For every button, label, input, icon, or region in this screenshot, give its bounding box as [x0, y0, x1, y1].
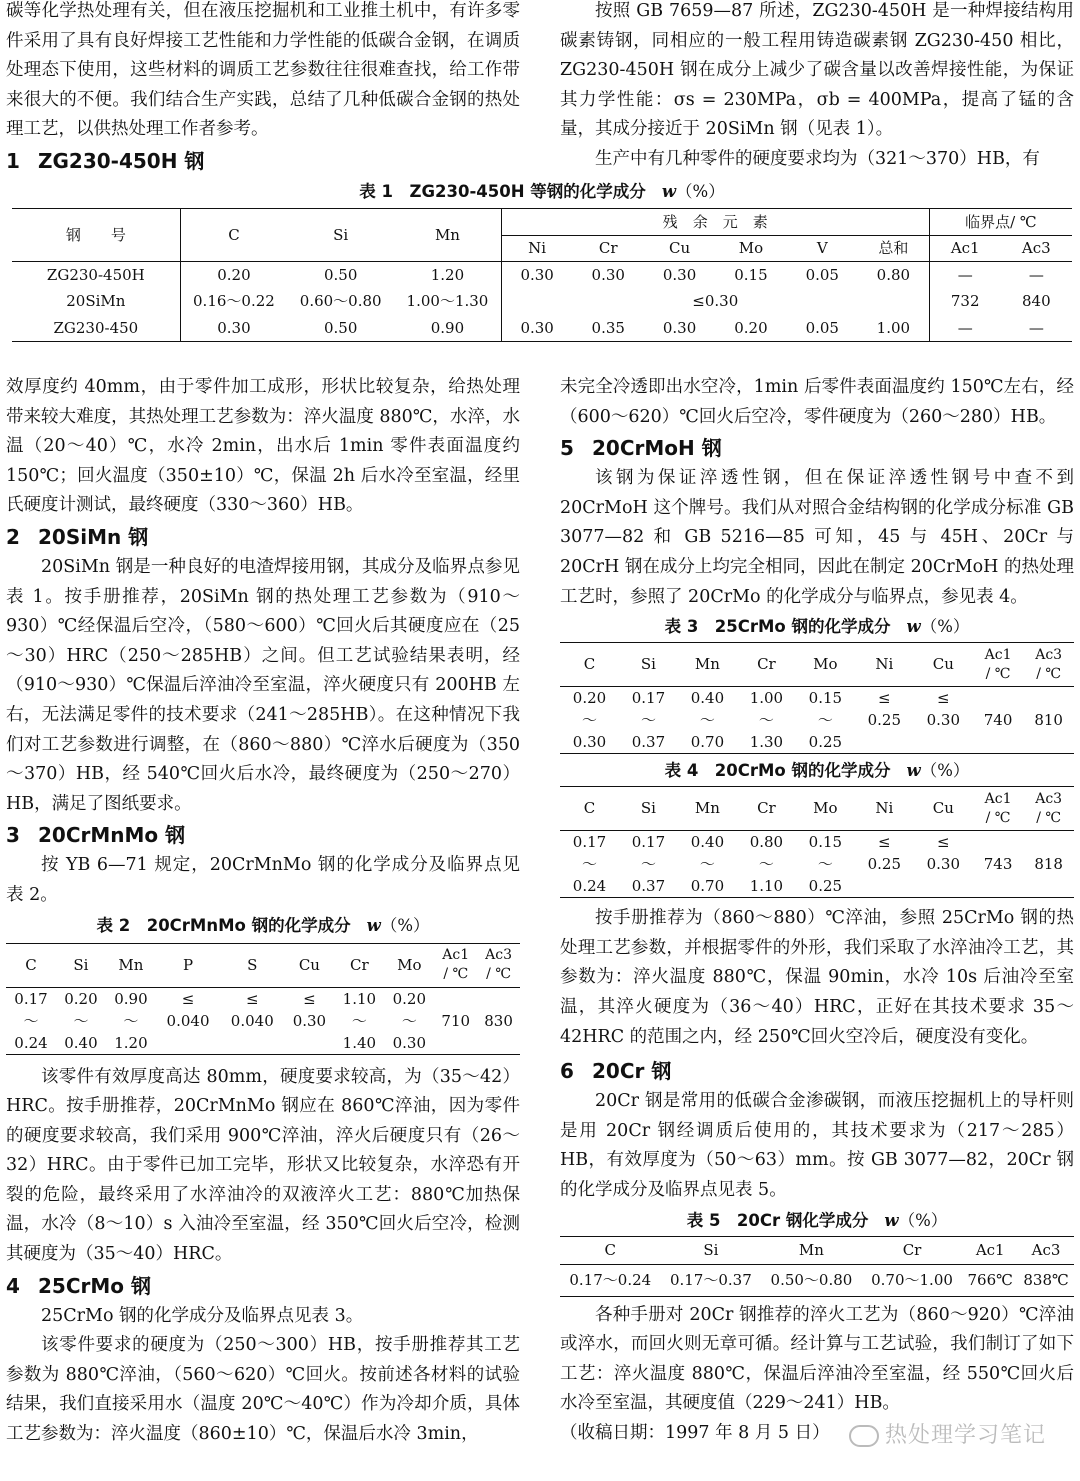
table-2-caption: 表 2 20CrMnMo 钢的化学成分 w（%） — [96, 915, 430, 935]
paragraph: 效厚度约 40mm，由于零件加工成形，形状比较复杂，给热处理带来较大难度，其热处理工艺参数为：淬火温度 880℃，水淬，水温（20～40）℃，水冷 2min，出水后 1min 零件表面温度约 150℃；回火温度（350±10）℃，保温 2h 后水冷至室温，经里氏硬度计测试，最终硬度（330～360）HB。 — [6, 377, 520, 516]
table-row: 0.040 0.040 0.30 — [166, 1011, 327, 1030]
table-2: C Si Mn P S Cu Cr Mo Ac1 / ℃ Ac3 / ℃ 0.17 0.20 0.90 ≤ ≤ ≤ 1.10 0.20 710 830 ～ ～ ～ ～ ～ 0.040 0.040 0.30 0.24 0.40 1.20 1.40 0.30 — [6, 943, 520, 1055]
table-3-caption: 表 3 25CrMo 钢的化学成分 w（%） — [664, 617, 970, 637]
table-row: 0.17～0.24 0.17～0.37 0.50～0.80 0.70～1.00 766℃ 838℃ — [560, 1264, 1074, 1296]
section-2-heading: 2 20SiMn 钢 — [6, 524, 149, 549]
table-1-header-mo: Mo — [738, 239, 764, 258]
table-1-header-total: 总和 — [858, 235, 929, 262]
section-4-heading: 4 25CrMo 钢 — [6, 1273, 151, 1298]
table-1-caption: 表 1 ZG230-450H 等钢的化学成分 w（%） — [359, 182, 725, 201]
table-4-caption: 表 4 20CrMo 钢的化学成分 w（%） — [664, 761, 970, 781]
table-1-header-residual: 残 余 元 素 — [501, 209, 929, 236]
right-column-top — [560, 0, 1074, 175]
table-row: 0.25 0.30 — [867, 855, 960, 874]
table-row: 20SiMn 0.16～0.22 0.60～0.80 1.00～1.30 ≤0.30 732 840 — [12, 288, 1072, 315]
paragraph: 该零件要求的硬度为（250～300）HB，按手册推荐其工艺参数为 880℃淬油，（560～620）℃回火。按前述各材料的试验结果，我们直接采用水（温度 20℃～40℃）作为冷却介质，具体工艺参数为：淬火温度（860±10）℃，保温后水冷 3min， — [6, 1335, 520, 1445]
wechat-icon — [849, 1425, 879, 1447]
watermark: 热处理学习笔记 — [849, 1418, 1046, 1449]
table-1-header-mn: Mn — [394, 209, 501, 262]
table-row: ZG230-450 0.30 0.50 0.90 0.30 0.35 0.30 0.20 0.05 1.00 — — — [12, 315, 1072, 342]
table-1-header-si: Si — [333, 226, 349, 244]
table-1-header-cr: Cr — [598, 239, 618, 258]
paragraph: 按手册推荐为（860～880）℃淬油，参照 25CrMo 钢的热处理工艺参数，并根据零件的外形，我们采取了水淬油冷工艺，其参数为：淬火温度 880℃，保温 90min，水冷 10s 后油冷至室温，其淬火硬度为（36～40）HRC，正好在其技术要求 35～42HRC 的范围之内，经 250℃回火空冷后，硬度没有变化。 — [560, 908, 1074, 1047]
paragraph: 未完全冷透即出水空冷，1min 后零件表面温度约 150℃左右，经（600～620）℃回火后空冷，零件硬度为（260～280）HB。 — [560, 377, 1074, 427]
paragraph: 20Cr 钢是常用的低碳合金渗碳钢，而液压挖掘机上的导杆则是用 20Cr 钢经调质后使用的，其技术要求为（217～285）HB，有效厚度为（50～63）mm。按 GB 3077—82，20Cr 钢的化学成分及临界点见表 5。 — [560, 1091, 1074, 1200]
left-column — [6, 373, 520, 1450]
table-1-header-v: V — [816, 239, 828, 258]
table-1-header-ni: Ni — [528, 239, 547, 258]
table-1-header-ac3: Ac3 — [1021, 239, 1051, 258]
section-1-heading: 1 ZG230-450H 钢 — [6, 148, 205, 173]
table-row: 0.24 0.40 1.20 1.40 0.30 — [6, 1032, 520, 1055]
table-row: 0.20 0.17 0.40 1.00 0.15 ≤ ≤ 740 810 — [572, 689, 1063, 730]
table-row: 0.17 0.20 0.90 ≤ ≤ ≤ 1.10 0.20 710 830 — [14, 989, 513, 1030]
table-row: 0.25 0.30 — [867, 711, 960, 730]
table-3: C Si Mn Cr Mo Ni Cu Ac1 / ℃ Ac3 / ℃ 0.20 0.17 0.40 1.00 0.15 ≤ ≤ 740 810 ～ ～ ～ ～ ～ 0.25 0.30 0.30 0.37 0.70 1.30 0.25 — [560, 642, 1074, 754]
intro-paragraph-left: 碳等化学热处理有关，但在液压挖掘机和工业推土机中，有许多零件采用了具有良好焊接工艺性能和力学性能的低碳合金钢，在调质处理态下使用，这些材料的调质工艺参数往往很难查找，给工作带来很大的不便。我们结合生产实践，总结了几种低碳合金钢的热处理工艺，以供热处理工作者参考。 — [6, 1, 520, 140]
paragraph: 20SiMn 钢是一种良好的电渣焊接用钢，其成分及临界点参见表 1。按手册推荐，20SiMn 钢的热处理工艺参数为（910～930）℃经保温后空冷，（580～600）℃回火后其硬度应在（25～30）HRC（250～285HB）之间。但工艺试验结果表明，经（910～930）℃保温后淬油冷至室温，淬火硬度只有 200HB 左右，无法满足零件的技术要求（241～285HB）。在这种情况下我们对工艺参数进行调整，在（860～880）℃淬水后硬度为（350～370）HB，经 540℃回火后水冷，最终硬度为（250～270）HB，满足了图纸要求。 — [6, 556, 520, 814]
paragraph: 该零件有效厚度高达 80mm，硬度要求较高，为（35～42）HRC。按手册推荐，20CrMnMo 钢应在 860℃淬油，因为零件的硬度要求较高，我们采用 900℃淬油，淬火后硬度只有（26～32）HRC。由于零件已加工完毕，形状又比较复杂，水淬恐有开裂的危险，最终采用了水淬油冷的双液淬火工艺：880℃加热保温，水冷（8～10）s 入油冷至室温，经 350℃回火后空冷，检测其硬度为（35～40）HRC。 — [6, 1066, 520, 1265]
table-row: 0.30 0.37 0.70 1.30 0.25 — [560, 731, 1074, 754]
intro-paragraph-right: 按照 GB 7659—87 所述，ZG230-450H 是一种焊接结构用碳素铸钢，同相应的一般工程用铸造碳素钢 ZG230-450 相比，ZG230-450H 钢在成分上减少了碳含量以改善焊接性能，为保证其力学性能：σs = 230MPa，σb = 400MPa，提高了锰的含量，其成分接近于 20SiMn 钢（见表 1）。 — [560, 1, 1074, 140]
section-3-heading: 3 20CrMnMo 钢 — [6, 823, 186, 848]
table-5: C Si Mn Cr Ac1 Ac3 0.17～0.24 0.17～0.37 0.50～0.80 0.70～1.00 766℃ 838℃ — [560, 1236, 1074, 1297]
table-4: C Si Mn Cr Mo Ni Cu Ac1 / ℃ Ac3 / ℃ 0.17 0.17 0.40 0.80 0.15 ≤ ≤ 743 818 ～ ～ ～ ～ ～ 0.25 0.30 0.24 0.37 0.70 1.10 0.25 — [560, 786, 1074, 898]
table-1-header-c: C — [228, 226, 240, 244]
section-5-heading: 5 20CrMoH 钢 — [560, 436, 722, 461]
paragraph: 各种手册对 20Cr 钢推荐的淬火工艺为（860～920）℃淬油或淬水，而回火则无章可循。经计算与工艺试验，我们制订了如下工艺：淬火温度 880℃，保温后淬油冷至室温，经 550℃回火后水冷至室温，其硬度值（229～241）HB。 — [560, 1304, 1074, 1414]
table-1-header-critical: 临界点/ ℃ — [965, 212, 1037, 231]
intro-paragraph-right-2: 生产中有几种零件的硬度要求均为（321～370）HB，有 — [595, 148, 1040, 169]
paragraph: 按 YB 6—71 规定，20CrMnMo 钢的化学成分及临界点见表 2。 — [6, 855, 520, 905]
table-1-header-ac1: Ac1 — [950, 239, 980, 258]
right-column — [560, 373, 1074, 1448]
section-6-heading: 6 20Cr 钢 — [560, 1059, 672, 1084]
table-1-header-steel: 钢 号 — [12, 209, 180, 262]
table-row: 0.17 0.17 0.40 0.80 0.15 ≤ ≤ 743 818 — [572, 833, 1063, 874]
table-row: ZG230-450H 0.20 0.50 1.20 0.30 0.30 0.30 0.15 0.05 0.80 — — — [12, 262, 1072, 289]
table-1 — [12, 208, 1072, 342]
table-1-header-cu: Cu — [669, 239, 691, 258]
left-column-top — [6, 0, 520, 177]
table-5-caption: 表 5 20Cr 钢化学成分 w（%） — [686, 1210, 948, 1230]
paragraph: 该钢为保证淬透性钢，但在保证淬透性钢号中查不到 20CrMoH 这个牌号。我们从对照合金结构钢的化学成分标准 GB 3077—82 和 GB 5216—85 可知，45 与 45H、20Cr 与 20CrH 钢在成分上均完全相同，因此在制定 20CrMoH 的热处理工艺时，参照了 20CrMo 的化学成分与临界点，参见表 4。 — [560, 468, 1074, 607]
received-date: （收稿日期：1997 年 8 月 5 日） — [560, 1422, 830, 1443]
table-row: 0.24 0.37 0.70 1.10 0.25 — [560, 875, 1074, 898]
paragraph: 25CrMo 钢的化学成分及临界点见表 3。 — [41, 1305, 364, 1326]
